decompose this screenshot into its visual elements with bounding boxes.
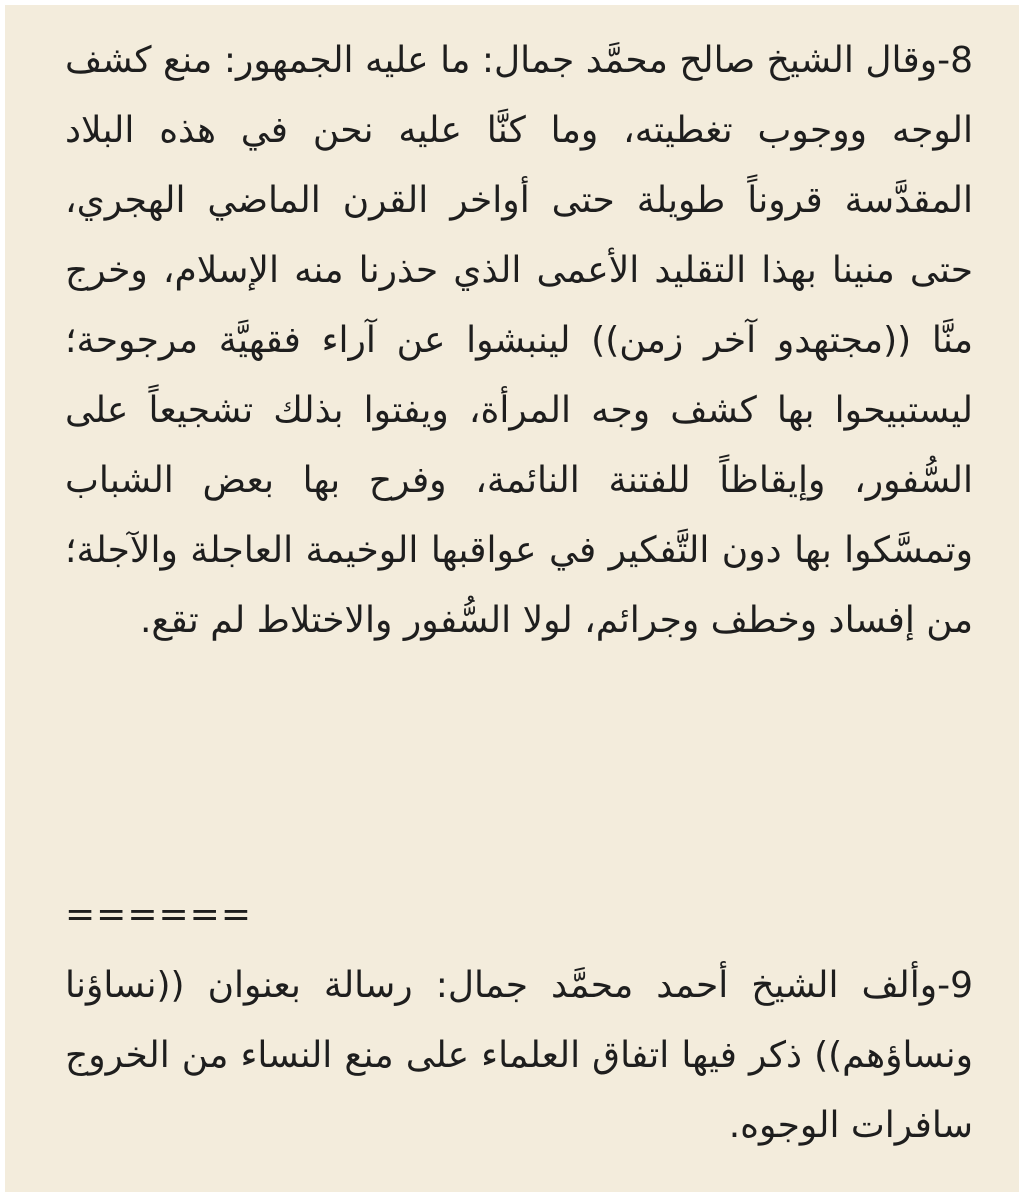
scrollbar-track[interactable]: [1024, 0, 1036, 1197]
paragraph-8: 8-وقال الشيخ صالح محمَّد جمال: ما عليه الجمهور: منع كشف الوجه ووجوب تغطيته، وما كنَّا عليه نحن في هذه البلاد المقدَّسة قروناً طويلة حتى أواخر القرن الماضي الهجري، حتى منينا بهذا التقليد الأعمى الذي حذرنا منه الإسلام، وخرج منَّا ((مجتهدو آخر زمن)) لينبشوا عن آراء فقهيَّة مرجوحة؛ ليستبيحوا بها كشف وجه المرأة، ويفتوا بذلك تشجيعاً على السُّفور، وإيقاظاً للفتنة النائمة، وفرح بها بعض الشباب وتمسَّكوا بها دون التَّفكير في عواقبها الوخيمة العاجلة والآجلة؛ من إفساد وخطف وجرائم، لولا السُّفور والاختلاط لم تقع.: [65, 40, 973, 641]
document-page: [5, 5, 1019, 1192]
paragraph-9: 9-وألف الشيخ أحمد محمَّد جمال: رسالة بعنوان ((نساؤنا ونساؤهم)) ذكر فيها اتفاق العلماء على منع النساء من الخروج سافرات الوجوه.: [65, 965, 973, 1146]
section-divider: ======: [65, 894, 252, 935]
